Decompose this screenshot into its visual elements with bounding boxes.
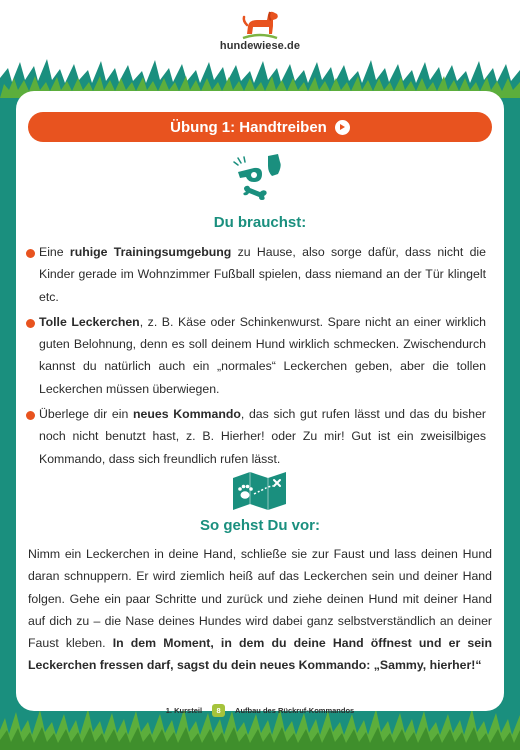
page-number-badge: 8 [212, 704, 225, 717]
bullet-dot-icon [26, 411, 35, 420]
bullet-dot-icon [26, 249, 35, 258]
play-circle-icon[interactable] [335, 120, 350, 135]
needs-heading: Du brauchst: [213, 214, 307, 231]
logo-text[interactable]: hundewiese.de [219, 40, 301, 52]
exercise-title-bar[interactable] [28, 112, 492, 142]
dog-logo-icon [237, 8, 283, 42]
needs-list [26, 241, 486, 473]
page-footer [0, 703, 520, 717]
bullet-dot-icon [26, 319, 35, 328]
list-item: Eine ruhige Trainingsumgebung zu Hause, also sorge dafür, dass nicht die Kinder gerade im Wohnzimmer Fußball spielen, dass niemand an der Tür klingelt etc. [26, 241, 486, 308]
howto-heading: So gehst Du vor: [199, 517, 320, 534]
treasure-map-icon [230, 468, 290, 512]
list-item: Tolle Leckerchen, z. B. Käse oder Schinkenwurst. Spare nicht an einer wirklich guten Belohnung, denn es soll deinem Hund wirklich schmecken. Zwischendurch kannst du natürlich auch ein „normales“ Leckerchen geben, aber die tollen Leckerchen müssen überwiegen. [26, 311, 486, 400]
footer-section: 1. Kursteil [165, 705, 203, 715]
whistle-treat-bone-icon [232, 152, 288, 208]
list-item: Überlege dir ein neues Kommando, das sich gut rufen lässt und das du bisher noch nicht benutzt hast, z. B. Hierher! oder Zu mir! Gut ist ein zweisilbiges Kommando, dass sich freundlich rufen lässt. [26, 403, 486, 470]
howto-paragraph: Nimm ein Leckerchen in deine Hand, schließe sie zur Faust und lass deinen Hund daran schnuppern. Er wird ziemlich heiß auf das Leckerchen sein und deiner Hand folgen. Gehe ein paar Schritte und zurück und ziehe deinen Hund mit deiner Hand auf dich zu – die Nase deines Hundes wird dabei ganz selbstverständlich an deiner Faust kleben. In dem Moment, in dem du deine Hand öffnest und er sein Leckerchen fressen darf, sagst du dein neues Kommando: „Sammy, hierher!“ [28, 547, 492, 673]
exercise-title: Übung 1: Handtreiben [170, 118, 327, 136]
footer-chapter: Aufbau des Rückruf-Kommandos [235, 705, 355, 715]
